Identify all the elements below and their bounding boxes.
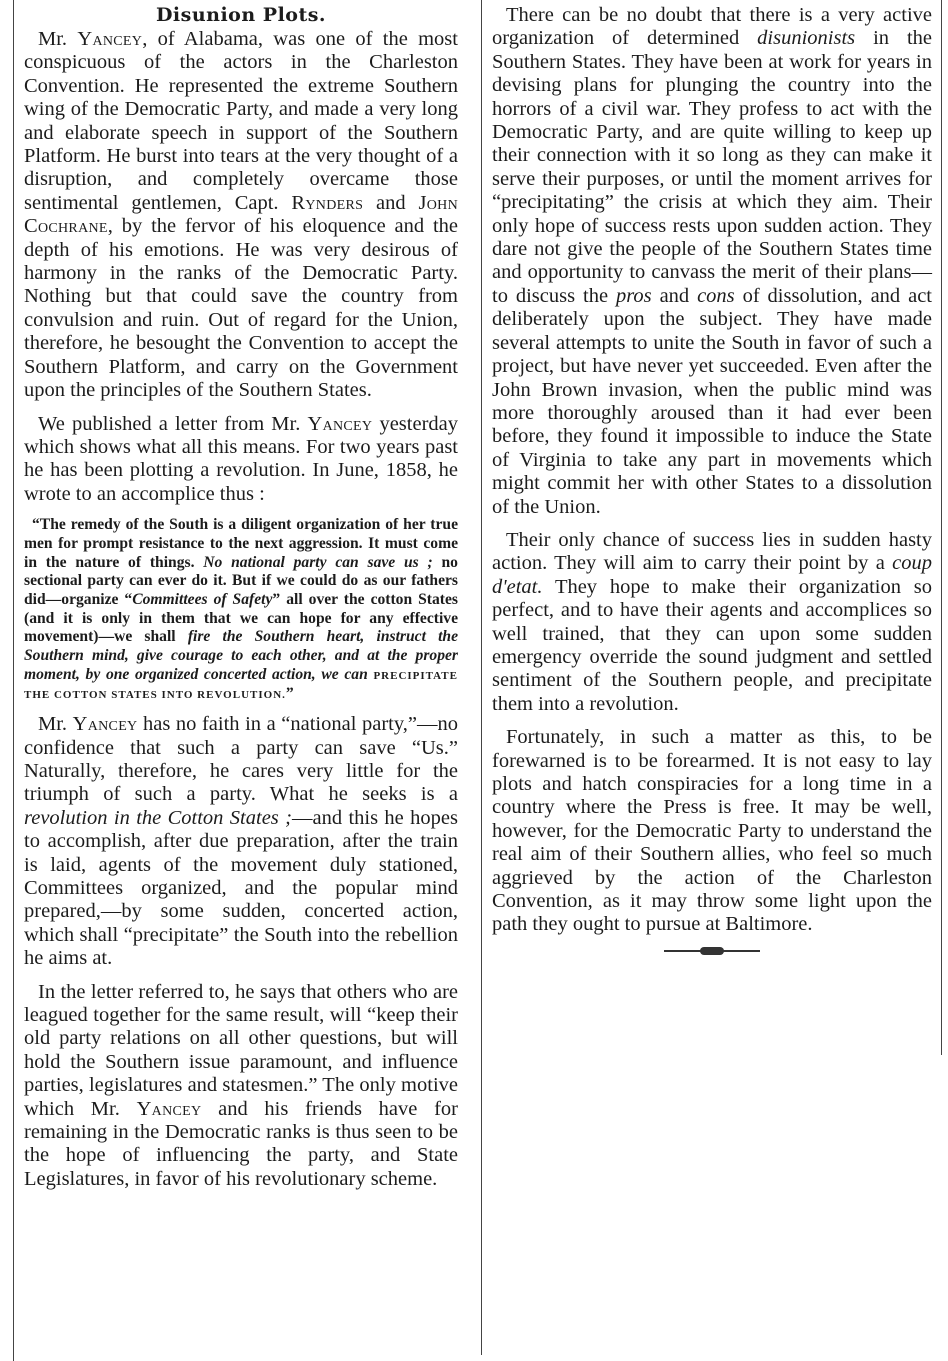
column-rule-right xyxy=(941,0,942,1055)
paragraph-4: In the letter referred to, he says that others who are leagued together for the same result, will “keep their old party relations on all other questions, but will hold the Southern issue paramount, and influence parties, legislatures and statesmen.” The only motive which Mr. Yancey and his friends have for remaining in the Democratic ranks is thus seen to be the hope of influencing the party, and State Legislatures, in favor of his revolutionary scheme. xyxy=(24,980,458,1190)
paragraph-3: Mr. Yancey has no faith in a “national party,”—no confidence that such a party can save “Us.” Naturally, therefore, he cares very little for the triumph of such a party. What he seeks is a revolution in the Cotton States ;—and this he hopes to accomplish, after due preparation, after the train is laid, agents of the movement duly stationed, Committees organized, and the popular mind prepared,—by some sudden, concerted action, which shall “precipitate” the South into the rebellion he aims at. xyxy=(24,713,458,970)
left-column xyxy=(24,4,458,1201)
column-rule-middle xyxy=(481,0,482,1355)
paragraph-7: Fortunately, in such a matter as this, to be forewarned is to be forearmed. It is not easy to lay plots and hatch conspiracies for a long time in a country where the Press is free. It may be well, however, for the Democratic Party to understand the real aim of their Southern allies, who feel so much aggrieved by the action of the Charleston Convention, as it may throw some light upon the path they ought to pursue at Baltimore. xyxy=(492,726,932,936)
article-headline: Disunion Plots. xyxy=(155,4,327,26)
right-column xyxy=(492,4,932,955)
paragraph-1: Mr. Yancey, of Alabama, was one of the most conspicuous of the actors in the Charleston Convention. He represented the extreme Southern wing of the Democratic Party, and made a very long and elaborate speech in support of the Southern Platform. He burst into tears at the very thought of a disruption, and completely overcame those sentimental gentlemen, Capt. Rynders and John Cochrane, by the fervor of his eloquence and the depth of his emotions. He was very desirous of harmony in the ranks of the Democratic Party. Nothing but that could save the country from convulsion and ruin. Out of regard for the Union, therefore, he besought the Convention to accept the Southern Platform, and carry on the Government upon the principles of the Southern States. xyxy=(24,28,458,402)
quoted-letter: “The remedy of the South is a diligent organization of her true men for prompt resistance to the next aggression. It must come in the nature of things. No national party can save us ; no sectional party can ever do it. But if we could do as our fathers did—organize “Committees of Safety” all over the cotton States (and it is only in them that we can hope for any effective movement)—we shall fire the Southern heart, instruct the Southern mind, give courage to each other, and at the proper moment, by one organized concerted action, we can PRECIPITATE THE COTTON STATES INTO REVOLUTION.” xyxy=(24,516,459,703)
paragraph-2: We published a letter from Mr. Yancey yesterday which shows what all this means. For two years past he has been plotting a revolution. In June, 1858, he wrote to an accomplice thus : xyxy=(24,412,458,505)
column-rule-left xyxy=(13,0,14,1361)
paragraph-6: Their only chance of success lies in sudden hasty action. They will aim to carry their point by a coup d'etat. They hope to make their organization so perfect, and to have their agents and accomplices so well trained, that they can upon some sudden emergency override the sound judgment and settled sentiment of the Southern people, and precipitate them into a revolution. xyxy=(492,528,932,715)
end-of-article-ornament xyxy=(664,947,760,955)
paragraph-5: There can be no doubt that there is a very active organization of determined disunionists in the Southern States. They have been at work for years in devising plans for plunging the country into the horrors of a civil war. They profess to act with the Democratic Party, and are quite willing to keep up their connection with it so long as they can make it serve their purposes, or until the moment arrives for “precipitating” the crisis at which they aim. Their only hope of success rests upon sudden action. They dare not give the people of the Southern States time and opportunity to canvass the merit of their plans—to discuss the pros and cons of dissolution, and act deliberately upon the subject. They have made several attempts to unite the South in favor of such a project, but have never yet succeeded. Even after the John Brown invasion, when the public mind was more thoroughly aroused than it had ever been before, they found it impossible to induce the State of Virginia to take any part in movements which might commit her with other States to a dissolution of the Union. xyxy=(492,4,932,518)
